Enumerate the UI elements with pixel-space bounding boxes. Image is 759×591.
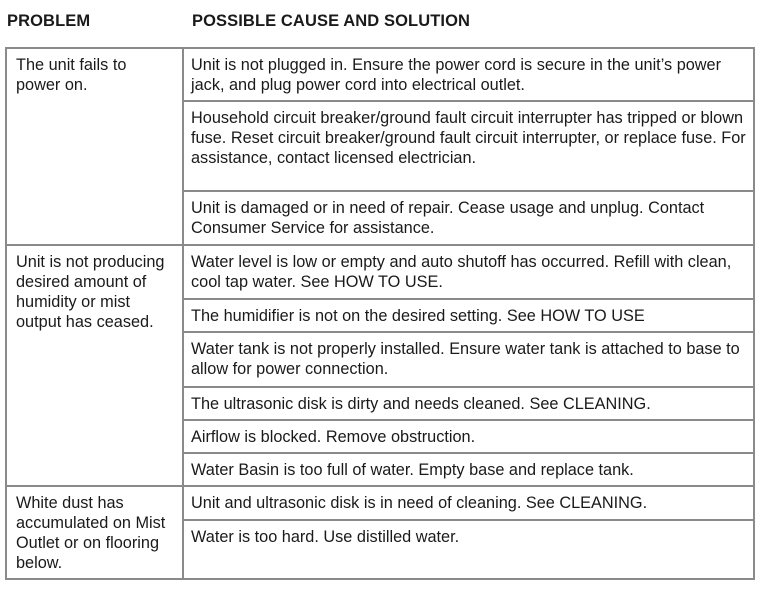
problem-cell: Unit is not producing desired amount of humidity or mist output has ceased. [6, 245, 183, 486]
solution-cell: Unit is damaged or in need of repair. Cease usage and unplug. Contact Consumer Service for assistance. [183, 191, 754, 245]
problem-cell: White dust has accumulated on Mist Outlet or on flooring below. [6, 486, 183, 579]
table-row [6, 48, 754, 101]
problem-column-header: PROBLEM [7, 12, 91, 30]
solution-cell: Water Basin is too full of water. Empty base and replace tank. [183, 453, 754, 486]
solution-cell: Water is too hard. Use distilled water. [183, 520, 754, 579]
table-header [0, 12, 759, 34]
problem-cell: The unit fails to power on. [6, 48, 183, 245]
solution-cell: Airflow is blocked. Remove obstruction. [183, 420, 754, 453]
cause-column-header: POSSIBLE CAUSE AND SOLUTION [192, 12, 471, 30]
solution-cell: Water level is low or empty and auto shutoff has occurred. Refill with clean, cool tap water. See HOW TO USE. [183, 245, 754, 299]
troubleshooting-table [5, 47, 755, 580]
solution-cell: The ultrasonic disk is dirty and needs cleaned. See CLEANING. [183, 387, 754, 420]
table-row [6, 486, 754, 520]
solution-cell: Unit is not plugged in. Ensure the power cord is secure in the unit’s power jack, and plug power cord into electrical outlet. [183, 48, 754, 101]
table-row [6, 245, 754, 299]
solution-cell: Water tank is not properly installed. Ensure water tank is attached to base to allow for power connection. [183, 332, 754, 387]
solution-cell: Household circuit breaker/ground fault circuit interrupter has tripped or blown fuse. Reset circuit breaker/ground fault circuit interrupter, or replace fuse. For assistance, contact licensed electrician. [183, 101, 754, 191]
solution-cell: The humidifier is not on the desired setting. See HOW TO USE [183, 299, 754, 332]
solution-cell: Unit and ultrasonic disk is in need of cleaning. See CLEANING. [183, 486, 754, 520]
